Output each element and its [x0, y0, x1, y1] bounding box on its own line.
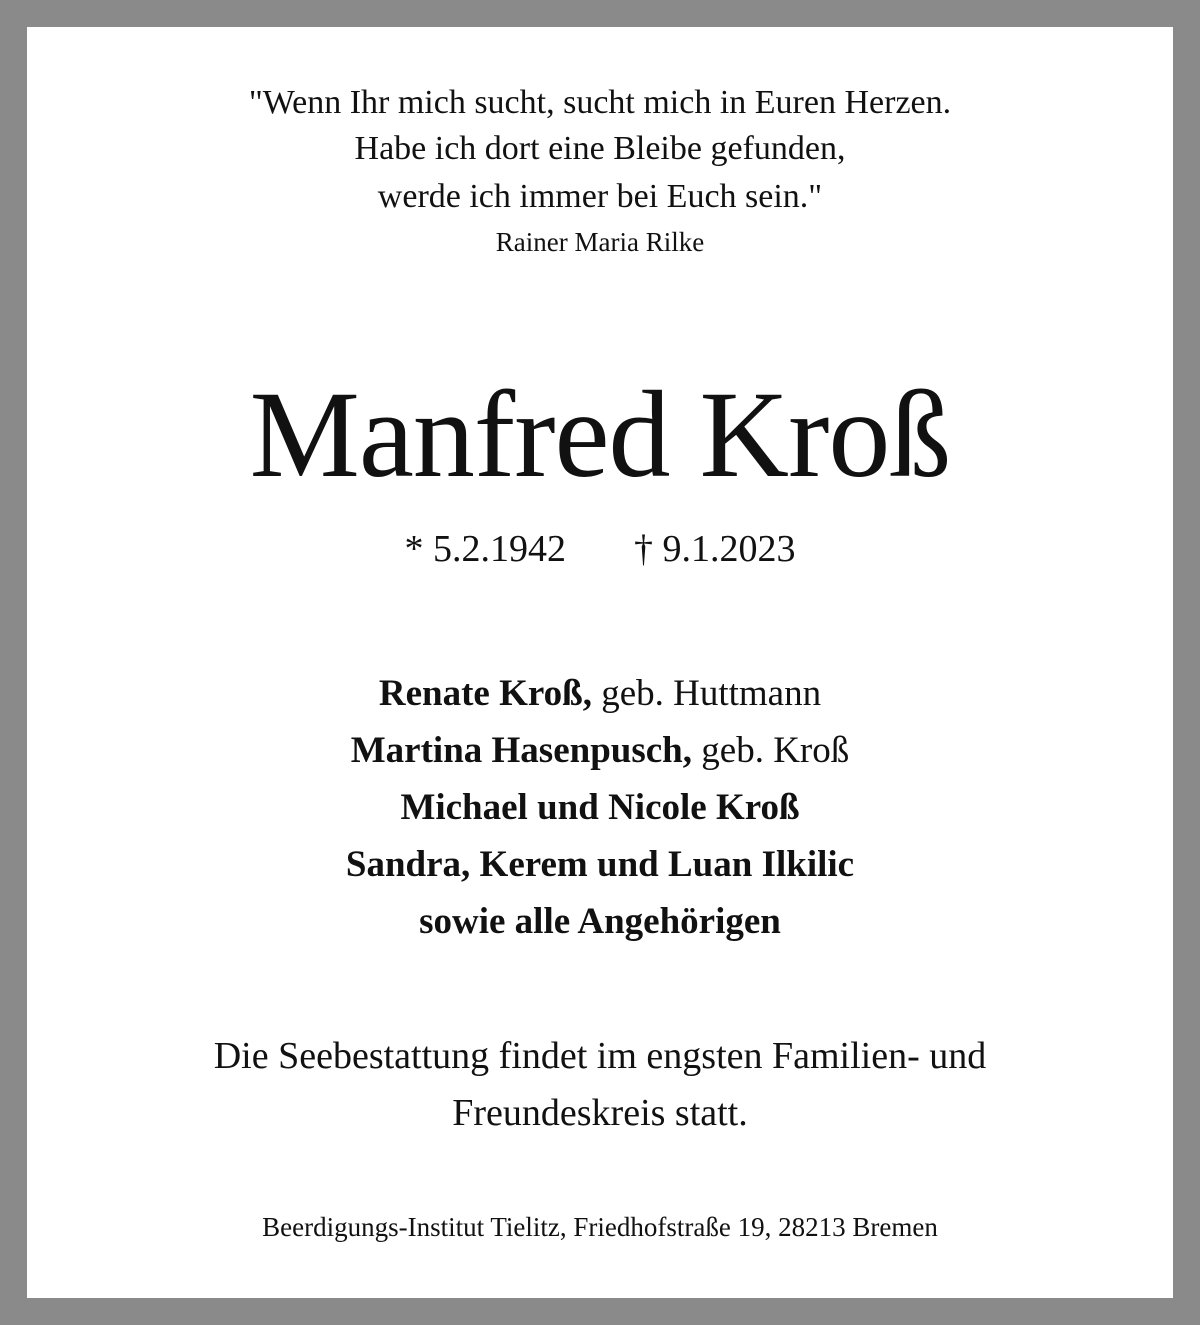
- quote-line-2: Habe ich dort eine Bleibe gefunden,: [354, 130, 846, 167]
- mourner-note: geb. Huttmann: [591, 673, 822, 714]
- quote-line-3: werde ich immer bei Euch sein.": [377, 178, 823, 215]
- notice-line-1: Die Seebestattung findet im engsten Familien- und: [213, 1035, 987, 1077]
- quote-line-1: "Wenn Ihr mich sucht, sucht mich in Euren Herzen.: [248, 84, 952, 121]
- mourner-line-4: Sandra, Kerem und Luan Ilkilic: [345, 844, 855, 885]
- deceased-name: Manfred Kroß: [249, 366, 951, 503]
- mourner-line-3: Michael und Nicole Kroß: [400, 787, 800, 828]
- mourner-line-1: [27, 672, 1173, 716]
- obituary-card: [27, 27, 1173, 1298]
- quote-author: Rainer Maria Rilke: [495, 227, 705, 257]
- death-date: † 9.1.2023: [634, 528, 796, 570]
- funeral-home-footer: Beerdigungs-Institut Tielitz, Friedhofstraße 19, 28213 Bremen: [262, 1212, 938, 1242]
- birth-date: * 5.2.1942: [404, 528, 566, 570]
- mourner-name: Renate Kroß,: [378, 673, 592, 714]
- mourner-name: Martina Hasenpusch,: [350, 730, 693, 771]
- notice-line-2: Freundeskreis statt.: [452, 1092, 748, 1134]
- life-dates: [27, 527, 1173, 571]
- mourner-line-5: sowie alle Angehörigen: [419, 901, 781, 942]
- mourner-note: geb. Kroß: [692, 730, 850, 771]
- mourner-line-2: [27, 729, 1173, 773]
